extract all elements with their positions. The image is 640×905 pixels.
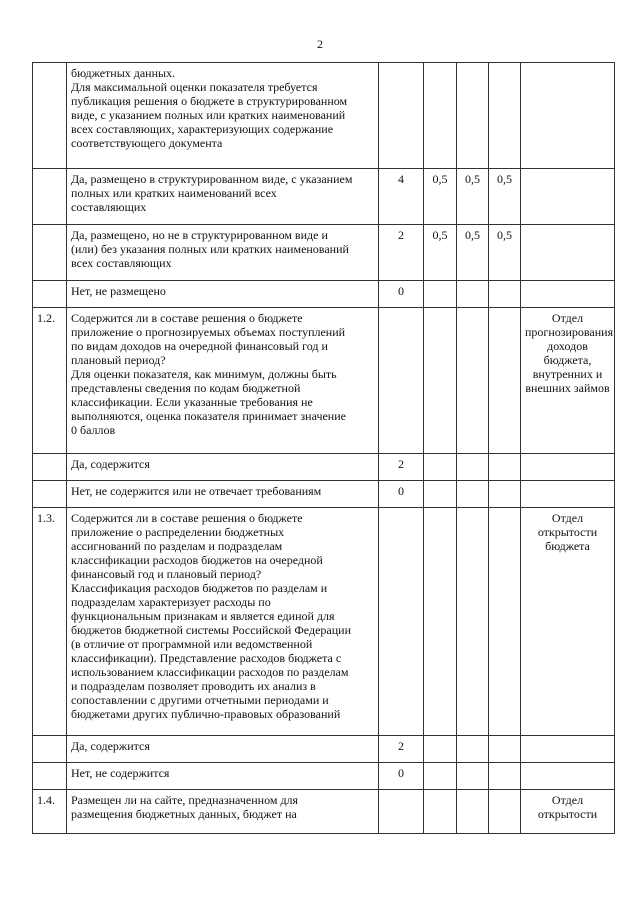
weight-c bbox=[489, 281, 521, 308]
item-description: Да, размещено в структурированном виде, с указанием полных или кратких наименований всех составляющих bbox=[67, 169, 379, 225]
table-row bbox=[33, 736, 615, 763]
item-description: Содержится ли в составе решения о бюджете приложение о прогнозируемых объемах поступлений по видам доходов на очередной финансовый год и плановый период? Для оценки показателя, как минимум, должны быть представлены сведения по кодам бюджетной классификации. Если указанные требования не выполняются, оценка показателя принимает значение 0 баллов bbox=[67, 308, 379, 454]
weight-b: 0,5 bbox=[457, 225, 489, 281]
score-value bbox=[379, 508, 424, 736]
weight-a bbox=[424, 308, 457, 454]
weight-a: 0,5 bbox=[424, 169, 457, 225]
item-number: 1.3. bbox=[33, 508, 67, 736]
item-number: 1.4. bbox=[33, 790, 67, 834]
score-value: 0 bbox=[379, 281, 424, 308]
weight-a bbox=[424, 481, 457, 508]
item-number: 1.2. bbox=[33, 308, 67, 454]
item-description: Содержится ли в составе решения о бюджете приложение о распределении бюджетных ассигнований по разделам и подразделам классификации расходов бюджетов на очередной финансовый год и плановый период? Классификация расходов бюджетов по разделам и подразделам характеризует расходы по функциональным признакам и является единой для бюджетов бюджетной системы Российской Федерации (в отличие от программной или ведомственной классификации). Представление расходов бюджета с использованием классификации расходов по разделам и подразделам позволяет проводить их анализ в сопоставлении с другими отчетными периодами и бюджетами других публично-правовых образований bbox=[67, 508, 379, 736]
responsible-department bbox=[521, 225, 615, 281]
responsible-department bbox=[521, 454, 615, 481]
item-number bbox=[33, 763, 67, 790]
table-row bbox=[33, 763, 615, 790]
table-row bbox=[33, 308, 615, 454]
item-number bbox=[33, 281, 67, 308]
responsible-department: Отдел открытости бюджета bbox=[521, 508, 615, 736]
table-row bbox=[33, 790, 615, 834]
weight-a bbox=[424, 763, 457, 790]
responsible-department bbox=[521, 736, 615, 763]
weight-c: 0,5 bbox=[489, 169, 521, 225]
weight-a bbox=[424, 736, 457, 763]
score-value: 0 bbox=[379, 763, 424, 790]
item-description: Да, содержится bbox=[67, 454, 379, 481]
weight-c bbox=[489, 763, 521, 790]
score-value: 2 bbox=[379, 225, 424, 281]
score-value: 2 bbox=[379, 736, 424, 763]
table-row bbox=[33, 225, 615, 281]
item-description: Размещен ли на сайте, предназначенном для размещения бюджетных данных, бюджет на bbox=[67, 790, 379, 834]
weight-c bbox=[489, 63, 521, 169]
weight-c bbox=[489, 790, 521, 834]
item-number bbox=[33, 63, 67, 169]
weight-c bbox=[489, 308, 521, 454]
responsible-department: Отдел прогнозирования доходов бюджета, внутренних и внешних займов bbox=[521, 308, 615, 454]
weight-c bbox=[489, 481, 521, 508]
weight-b bbox=[457, 736, 489, 763]
item-description: бюджетных данных. Для максимальной оценки показателя требуется публикация решения о бюджете в структурированном виде, с указанием полных или кратких наименований всех составляющих, характеризующих содержание соответствующего документа bbox=[67, 63, 379, 169]
criteria-table bbox=[32, 62, 615, 834]
weight-c: 0,5 bbox=[489, 225, 521, 281]
score-value bbox=[379, 308, 424, 454]
weight-b bbox=[457, 63, 489, 169]
item-number bbox=[33, 169, 67, 225]
item-description: Да, размещено, но не в структурированном виде и (или) без указания полных или кратких наименований всех составляющих bbox=[67, 225, 379, 281]
weight-a bbox=[424, 63, 457, 169]
table-row bbox=[33, 169, 615, 225]
table-row bbox=[33, 508, 615, 736]
score-value bbox=[379, 790, 424, 834]
score-value bbox=[379, 63, 424, 169]
weight-b bbox=[457, 763, 489, 790]
score-value: 2 bbox=[379, 454, 424, 481]
score-value: 0 bbox=[379, 481, 424, 508]
item-description: Нет, не содержится или не отвечает требованиям bbox=[67, 481, 379, 508]
responsible-department bbox=[521, 63, 615, 169]
responsible-department bbox=[521, 169, 615, 225]
weight-a bbox=[424, 508, 457, 736]
responsible-department bbox=[521, 481, 615, 508]
item-number bbox=[33, 736, 67, 763]
weight-b: 0,5 bbox=[457, 169, 489, 225]
weight-a bbox=[424, 281, 457, 308]
weight-c bbox=[489, 454, 521, 481]
weight-a bbox=[424, 454, 457, 481]
weight-b bbox=[457, 481, 489, 508]
table-row bbox=[33, 63, 615, 169]
item-description: Нет, не содержится bbox=[67, 763, 379, 790]
weight-b bbox=[457, 454, 489, 481]
item-number bbox=[33, 225, 67, 281]
weight-b bbox=[457, 790, 489, 834]
item-description: Да, содержится bbox=[67, 736, 379, 763]
weight-b bbox=[457, 508, 489, 736]
item-number bbox=[33, 481, 67, 508]
table-row bbox=[33, 481, 615, 508]
weight-a: 0,5 bbox=[424, 225, 457, 281]
item-description: Нет, не размещено bbox=[67, 281, 379, 308]
weight-b bbox=[457, 281, 489, 308]
weight-c bbox=[489, 736, 521, 763]
page-number: 2 bbox=[317, 37, 323, 51]
weight-c bbox=[489, 508, 521, 736]
responsible-department: Отдел открытости bbox=[521, 790, 615, 834]
table-row bbox=[33, 454, 615, 481]
responsible-department bbox=[521, 281, 615, 308]
weight-b bbox=[457, 308, 489, 454]
item-number bbox=[33, 454, 67, 481]
weight-a bbox=[424, 790, 457, 834]
responsible-department bbox=[521, 763, 615, 790]
table-row bbox=[33, 281, 615, 308]
score-value: 4 bbox=[379, 169, 424, 225]
